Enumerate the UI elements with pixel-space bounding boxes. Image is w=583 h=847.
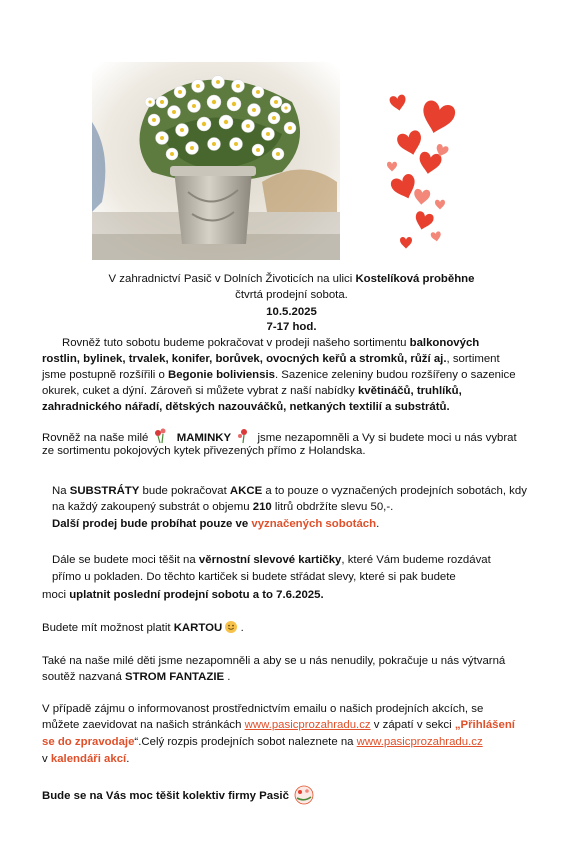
daisy-pot-photo bbox=[92, 62, 340, 260]
footer-signoff: Bude se na Vás moc těšit kolektiv firmy Pasič bbox=[42, 785, 316, 805]
event-hours: 7-17 hod. bbox=[266, 321, 317, 333]
flower-icon bbox=[152, 428, 174, 444]
flower-icon bbox=[234, 428, 254, 444]
header-line-1: V zahradnictví Pasič v Dolních Životicích na ulici Kostelíková proběhne bbox=[108, 273, 475, 285]
p1-line-2: rostlin, bylinek, trvalek, konifer, borůvek, ovocných keřů a stromků, růží aj., sortiment bbox=[42, 353, 500, 365]
p1-line-1: Rovněž tuto sobotu budeme pokračovat v prodeji našeho sortimentu balkonových bbox=[62, 337, 480, 349]
p3-line-2: na každý zakoupený substrát o objemu 210 litrů obdržíte slevu 50,-. bbox=[52, 501, 394, 513]
p7-line-4: v kalendáři akcí. bbox=[42, 753, 130, 765]
p1-line-4: okurek, cuket a dýní. Zároveň si můžete vybrat z naší nabídky květináčů, truhlíků, bbox=[42, 385, 462, 397]
pasic-logo-icon bbox=[292, 785, 316, 805]
p4-line-2: přímo u pokladen. Do těchto kartiček si budete střádat slevy, které si pak budete bbox=[52, 571, 456, 583]
smiley-icon bbox=[225, 621, 237, 633]
p3-line-1: Na SUBSTRÁTY bude pokračovat AKCE a to pouze o vyznačených prodejních sobotách, kdy bbox=[52, 485, 527, 497]
header-line-2: čtvrtá prodejní sobota. bbox=[235, 289, 348, 301]
p6-line-2: soutěž nazvaná STROM FANTAZIE . bbox=[42, 671, 231, 683]
website-link[interactable]: www.pasicprozahradu.cz bbox=[356, 736, 483, 748]
p4-line-3: moci uplatnit poslední prodejní sobotu a to 7.6.2025. bbox=[42, 589, 324, 601]
p1-line-5: zahradnického nářadí, dětských nazouváčků, netkaných textilií a substrátů. bbox=[42, 401, 450, 413]
p3-line-3: Další prodej bude probíhat pouze ve vyznačených sobotách. bbox=[52, 518, 380, 530]
p5-line-1: Budete mít možnost platit KARTOU . bbox=[42, 622, 244, 634]
p7-line-1: V případě zájmu o informovanost prostřednictvím emailu o našich prodejních akcích, se bbox=[42, 703, 484, 715]
event-date: 10.5.2025 bbox=[266, 306, 317, 318]
p2-line-1: Rovněž na naše milé MAMINKY jsme nezapomněli a Vy si budete moci u nás vybrat bbox=[42, 428, 517, 445]
website-link[interactable]: www.pasicprozahradu.cz bbox=[244, 719, 371, 731]
p2-line-2: ze sortimentu pokojových kytek přivezených přímo z Holandska. bbox=[42, 445, 366, 457]
p7-line-3: se do zpravodaje“.Celý rozpis prodejních sobot naleznete na www.pasicprozahradu.cz bbox=[42, 736, 483, 748]
p1-line-3: jsme postupně rozšířili o Begonie boliviensis. Sazenice zeleniny budou rozšířeny o sazenice bbox=[42, 369, 516, 381]
p7-line-2: můžete zaevidovat na našich stránkách www.pasicprozahradu.cz v zápatí v sekci „Přihlášení bbox=[42, 719, 515, 731]
p4-line-1: Dále se budete moci těšit na věrnostní slevové kartičky, které Vám budeme rozdávat bbox=[52, 554, 491, 566]
p6-line-1: Také na naše milé děti jsme nezapomněli a aby se u nás nenudily, pokračuje u nás výtvarná bbox=[42, 655, 506, 667]
hearts-decoration bbox=[384, 92, 460, 260]
